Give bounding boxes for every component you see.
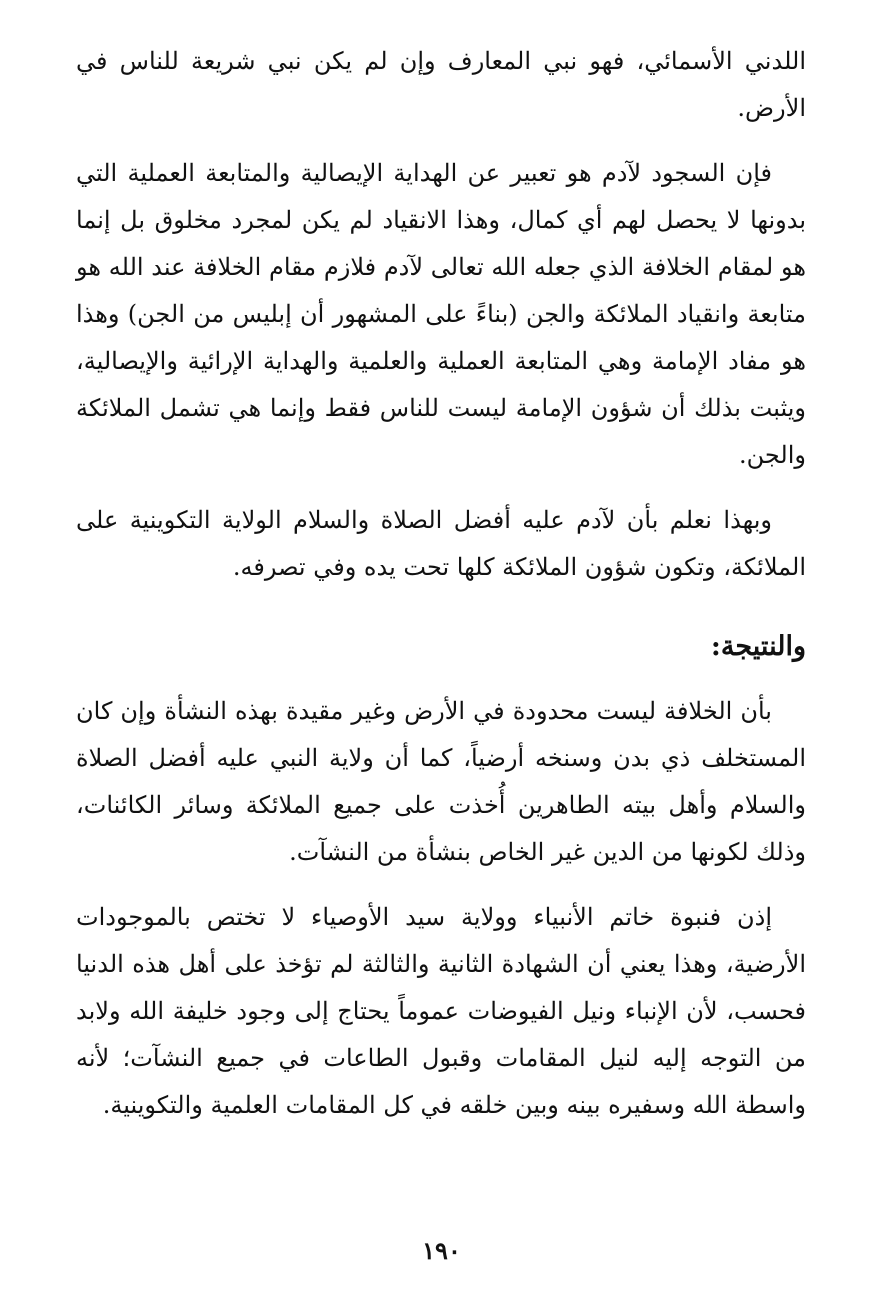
paragraph-sujud: فإن السجود لآدم هو تعبير عن الهداية الإيصالية والمتابعة العملية التي بدونها لا يحصل لهم أي كمال، وهذا الانقياد لم يكن لمجرد مخلوق بل إنما هو لمقام الخلافة الذي جعله الله تعالى لآدم فلازم مقام الخلافة عند الله هو متابعة وانقياد الملائكة والجن (بناءً على المشهور أن إبليس من الجن) وهذا هو مفاد الإمامة وهي المتابعة العملية والعلمية والهداية الإرائية والإيصالية، ويثبت بذلك أن شؤون الإمامة ليست للناس فقط وإنما هي تشمل الملائكة والجن.	[76, 159, 806, 469]
page-body	[76, 38, 806, 1129]
page-number: ١٩٠	[422, 1236, 461, 1265]
section-heading: والنتيجة:	[710, 631, 806, 662]
paragraph-continued: اللدني الأسمائي، فهو نبي المعارف وإن لم يكن نبي شريعة للناس في الأرض.	[76, 47, 806, 122]
paragraph-conclusion: بأن الخلافة ليست محدودة في الأرض وغير مقيدة بهذه النشأة وإن كان المستخلف ذي بدن وسنخه أرضياً، كما أن ولاية النبي عليه أفضل الصلاة والسلام وأهل بيته الطاهرين أُخذت على جميع الملائكة وسائر الكائنات، وذلك لكونها من الدين غير الخاص بنشأة من النشآت.	[76, 697, 806, 866]
paragraph-prophethood: إذن فنبوة خاتم الأنبياء وولاية سيد الأوصياء لا تختص بالموجودات الأرضية، وهذا يعني أن الشهادة الثانية والثالثة لم تؤخذ على أهل هذه الدنيا فحسب، لأن الإنباء ونيل الفيوضات عموماً يحتاج إلى وجود خليفة الله ولابد من التوجه إليه لنيل المقامات وقبول الطاعات في جميع النشآت؛ لأنه واسطة الله وسفيره بينه وبين خلقه في كل المقامات العلمية والتكوينية.	[76, 903, 806, 1119]
paragraph-wilaya: وبهذا نعلم بأن لآدم عليه أفضل الصلاة والسلام الولاية التكوينية على الملائكة، وتكون شؤون الملائكة كلها تحت يده وفي تصرفه.	[76, 506, 806, 581]
